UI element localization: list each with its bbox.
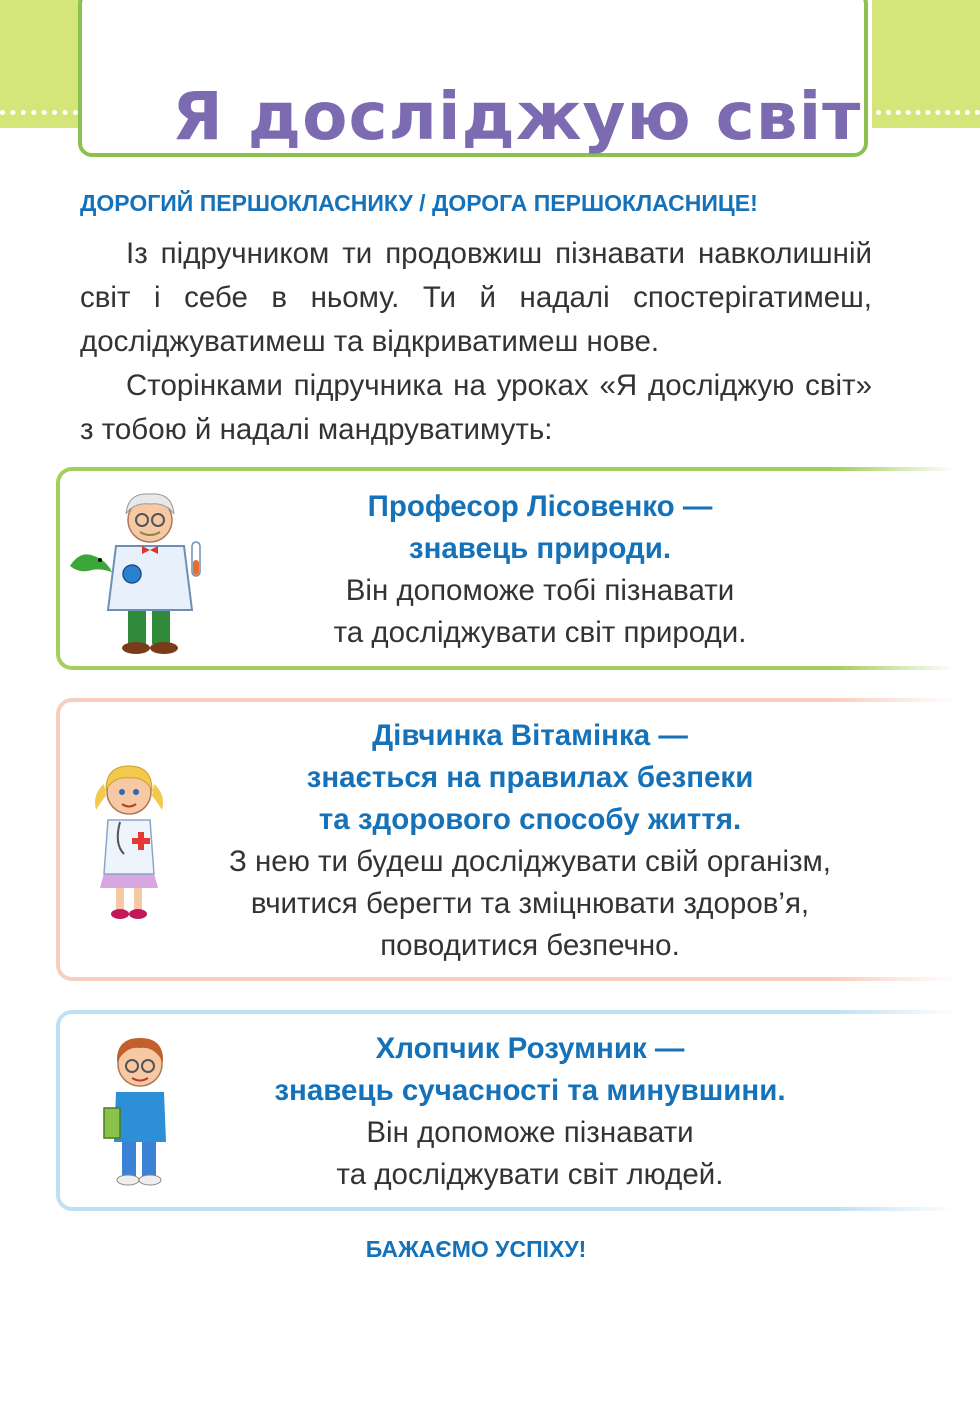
character-name: Професор Лісовенко — [367,490,713,523]
character-desc: Він допоможе тобі пізнавати [345,574,735,607]
character-desc: поводитися безпечно. [380,929,680,962]
character-role: знається на правилах безпеки [306,761,754,794]
girl-illustration [84,754,174,926]
character-desc: та досліджувати світ людей. [336,1158,724,1191]
header-band-left [0,0,82,128]
character-role: знавець сучасності та минувшини. [274,1074,786,1107]
character-desc: Він допоможе пізнавати [366,1116,694,1149]
character-desc: вчитися берегти та зміцнювати здоров’я, [250,887,810,920]
character-desc: З нею ти будеш досліджувати свій організм, [229,845,831,878]
professor-illustration [66,484,216,656]
header-dots-right [876,110,980,119]
intro-text [80,232,872,452]
character-text-girl [180,715,880,967]
header-band-right [872,0,980,128]
header-dots-left [0,110,78,119]
character-name: Дівчинка Вітамінка — [372,719,688,752]
character-text-boy [210,1028,850,1196]
page-title: Я досліджую світ [172,78,862,155]
character-name: Хлопчик Розумник — [375,1032,685,1065]
character-role: знавець природи. [408,532,672,565]
closing-wish: БАЖАЄМО УСПІХУ! [365,1236,587,1262]
intro-paragraph-2: Сторінками підручника на уроках «Я досліджую світ» з тобою й надалі мандруватимуть: [80,369,872,446]
character-role: та здорового способу життя. [318,803,742,836]
greeting-heading: ДОРОГИЙ ПЕРШОКЛАСНИКУ / ДОРОГА ПЕРШОКЛАСНИЦЕ! [80,190,758,216]
character-desc: та досліджувати світ природи. [333,616,747,649]
character-text-professor [230,486,850,654]
boy-illustration [100,1030,180,1192]
intro-paragraph-1: Із підручником ти продовжиш пізнавати навколишній світ і себе в ньому. Ти й надалі спостерігатимеш, досліджуватимеш та відкриватимеш нове. [80,237,872,358]
